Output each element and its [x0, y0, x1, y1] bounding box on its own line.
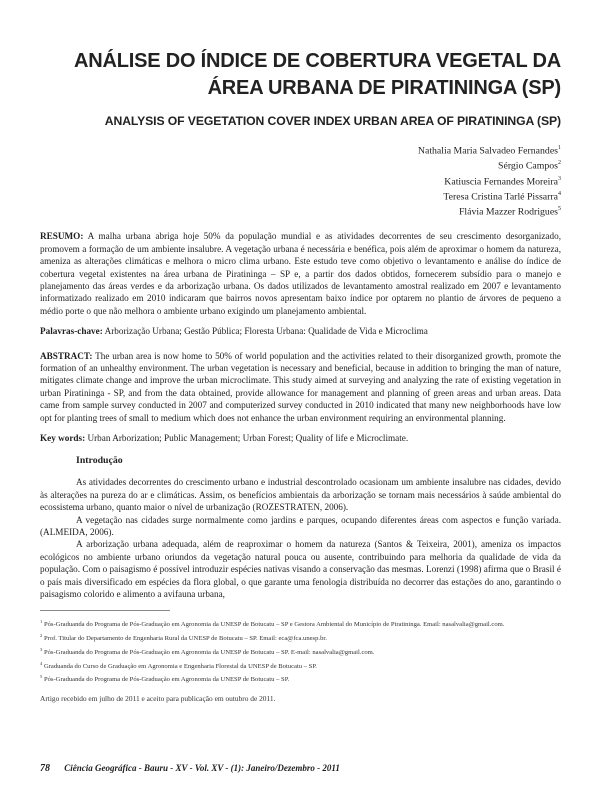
- footnote: [40, 631, 561, 645]
- author: [40, 173, 561, 188]
- footnote-mark: 5: [40, 674, 43, 680]
- journal-citation: Ciência Geográfica - Bauru - XV - Vol. XV - (1): Janeiro/Dezembro - 2011: [64, 763, 340, 773]
- footnote-text: Pós-Graduanda do Programa de Pós-Graduação em Agronomia da UNESP de Botucatu – SP.: [43, 676, 290, 684]
- author-affiliation-mark: 5: [558, 206, 561, 213]
- resumo-paragraph: [40, 230, 561, 317]
- resumo-text: A malha urbana abriga hoje 50% da população mundial e as atividades decorrentes de seu crescimento desorganizado, promovem a formação de um ambiente insalubre. A vegetação urbana é necessária e benéfica, pois além de aproximar o homem da natureza, ameniza as alterações climáticas e melhora o micro clima urbano. Este estudo teve como objetivo o levantamento e análise do índice de cobertura vegetal existentes na área urbana de Piratininga – SP e, a partir dos dados obtidos, fornecerem subsídio para o manejo e planejamento das áreas verdes e da arborização urbana. Os dados utilizados de levantamento amostral realizado em 2007 e levantamento informatizado realizado em 2010 indicaram que bairros novos apresentam baixo índice por optarem no plantio de árvores de pequeno a médio porte o que não melhora o ambiente urbano exigindo um planejamento ambiental.: [40, 231, 561, 316]
- body-paragraph: A vegetação nas cidades surge normalmente como jardins e parques, ocupando diferentes áreas com aspectos e função variada. (ALMEIDA, 2006).: [40, 514, 561, 538]
- footnote: [40, 645, 561, 659]
- author-affiliation-mark: 4: [558, 190, 561, 197]
- author: [40, 157, 561, 172]
- body-paragraph: As atividades decorrentes do crescimento urbano e industrial descontrolado ocasionam um ambiente insalubre nas cidades, devido às alterações na pureza do ar e climáticas. Assim, os benefícios ambientais da arborização se tornam mais necessários à saúde ambiental do ecossistema urbano, quanto maior o nível de urbanização (ROZESTRATEN, 2006).: [40, 477, 561, 513]
- abstract-paragraph: [40, 350, 561, 424]
- keywords: [40, 432, 561, 444]
- received-note: Artigo recebido em julho de 2011 e aceito para publicação em outubro de 2011.: [40, 693, 276, 703]
- author-affiliation-mark: 3: [558, 175, 561, 182]
- author-name: Nathalia Maria Salvadeo Fernandes: [417, 145, 558, 157]
- author: [40, 188, 561, 203]
- footnote-text: Pós-Graduanda do Programa de Pós-Graduação em Agronomia da UNESP de Botucatu – SP e Gestora Ambiental do Município de Piratininga. Email: nasalvalia@gmail.com.: [43, 621, 505, 629]
- author-name: Katiuscia Fernandes Moreira: [444, 175, 558, 187]
- palavras-chave-text: Arborização Urbana; Gestão Pública; Floresta Urbana: Qualidade de Vida e Microclima: [104, 326, 428, 337]
- footnote-divider: [40, 610, 170, 611]
- author-name: Teresa Cristina Tarlé Pissarra: [443, 191, 558, 203]
- author-affiliation-mark: 2: [558, 160, 561, 167]
- footnote-mark: 1: [40, 619, 43, 625]
- author-name: Flávia Mazzer Rodrigues: [458, 206, 558, 218]
- body-text: [40, 476, 561, 600]
- footnote-text: Pós-Graduanda do Programa de Pós-Graduação em Agronomia da UNESP de Botucatu – SP. E-mail: nasalvalia@gmail.com.: [43, 649, 375, 657]
- english-title: ANALYSIS OF VEGETATION COVER INDEX URBAN AREA OF PIRATININGA (SP): [104, 114, 561, 128]
- author: [40, 142, 561, 157]
- keywords-label: Key words:: [40, 433, 86, 444]
- author-list: [40, 142, 561, 218]
- footnotes: [40, 617, 561, 685]
- footnote-text: Prof. Titular do Departamento de Engenharia Rural da UNESP de Botucatu – SP. Email: eca@fca.unesp.br.: [43, 635, 327, 643]
- keywords-text: Urban Arborization; Public Management; Urban Forest; Quality of life e Microclimate.: [87, 433, 409, 444]
- body-paragraph: A arborização urbana adequada, além de reaproximar o homem da natureza (Santos & Teixeira, 2001), ameniza os impactos ecológicos no ambiente urbano oriundos da vegetação natural pouca ou ausente, contribuindo para melhoria da qualidade de vida da população. Com o paisagismo é possível introduzir espécies nativas visando a conservação das mesmas. Lorenzi (1998) afirma que o Brasil é o país mais diversificado em espécies da flora global, o que garante uma fenologia distribuída no decorrer das estações do ano, garantindo o paisagismo colorido e alimento a avifauna urbana,: [40, 539, 561, 600]
- palavras-chave: [40, 325, 561, 337]
- article-title: [40, 48, 561, 102]
- footnote-mark: 3: [40, 646, 43, 652]
- footnote-mark: 4: [40, 660, 43, 666]
- page-footer: [40, 763, 561, 774]
- title-line-1: ANÁLISE DO ÍNDICE DE COBERTURA VEGETAL DA: [73, 50, 561, 72]
- footnote: [40, 672, 561, 686]
- page-number: 78: [40, 763, 50, 774]
- section-heading: Introdução: [76, 455, 123, 467]
- footnote-mark: 2: [40, 633, 43, 639]
- footnote-text: Graduanda do Curso de Graduação em Agronomia e Engenharia Florestal da UNESP de Botucatu – SP.: [43, 662, 317, 670]
- palavras-chave-label: Palavras-chave:: [40, 326, 103, 337]
- footnote: [40, 659, 561, 673]
- footnote: [40, 617, 561, 631]
- abstract-text: The urban area is now home to 50% of world population and the activities related to their disorganized growth, promote the formation of an unhealthy environment. The urban vegetation is necessary and beneficial, because in addition to bringing the man of nature, mitigates climate change and improve the urban microclimate. This study aimed at surveying and analyzing the rate of existing vegetation in urban Piratininga - SP, and from the data obtained, provide allowance for management and planning of green areas and urban areas. Data came from sample survey conducted in 2007 and computerized survey conducted in 2010 indicated that many new neighborhoods have low opt for planting trees of small to medium which does not enhance the urban environment requiring an environmental planning.: [40, 350, 561, 423]
- abstract-label: ABSTRACT:: [40, 350, 93, 361]
- author-name: Sérgio Campos: [498, 160, 558, 172]
- resumo-label: RESUMO:: [40, 231, 84, 242]
- author-affiliation-mark: 1: [558, 145, 561, 151]
- article-page: [40, 48, 561, 703]
- author: [40, 203, 561, 218]
- title-line-2: ÁREA URBANA DE PIRATININGA (SP): [207, 77, 561, 99]
